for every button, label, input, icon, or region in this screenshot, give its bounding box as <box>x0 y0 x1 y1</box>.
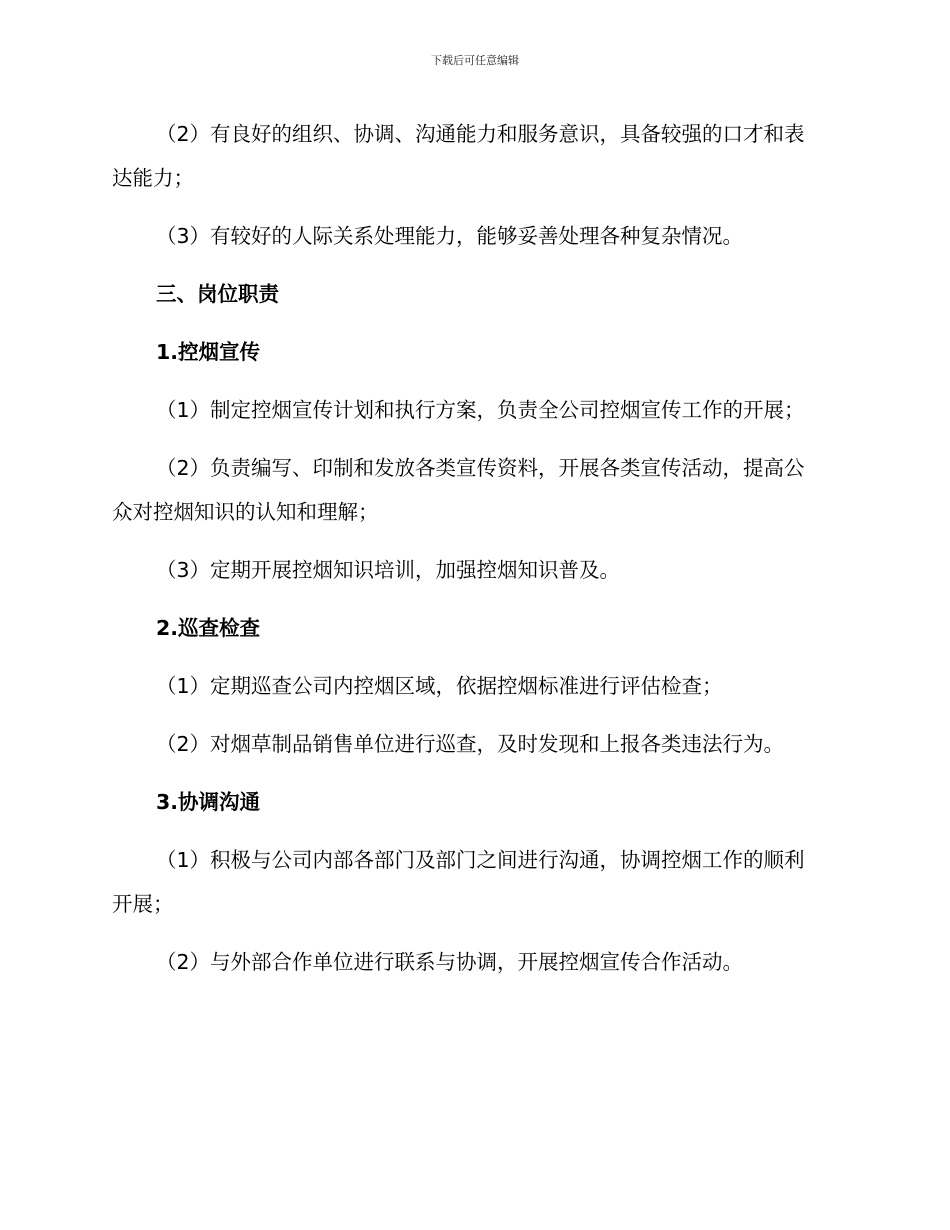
qualification-item-2: （2）有良好的组织、协调、沟通能力和服务意识，具备较强的口才和表达能力； <box>112 122 805 190</box>
inspection-item-1: （1）定期巡查公司内控烟区域，依据控烟标准进行评估检查； <box>156 674 723 698</box>
subheading-inspection: 2.巡查检查 <box>156 616 261 640</box>
coordination-item-1: （1）积极与公司内部各部门及部门之间进行沟通，协调控烟工作的顺利开展； <box>112 848 805 916</box>
publicity-item-1: （1）制定控烟宣传计划和执行方案，负责全公司控烟宣传工作的开展； <box>156 398 805 422</box>
subheading-coordination: 3.协调沟通 <box>156 790 261 814</box>
subheading-publicity: 1.控烟宣传 <box>156 340 261 364</box>
publicity-item-3: （3）定期开展控烟知识培训，加强控烟知识普及。 <box>156 558 621 582</box>
coordination-item-2: （2）与外部合作单位进行联系与协调，开展控烟宣传合作活动。 <box>156 950 744 974</box>
page-header: 下载后可任意编辑 <box>431 54 519 67</box>
section-heading-duties: 三、岗位职责 <box>156 282 279 306</box>
qualification-item-3: （3）有较好的人际关系处理能力，能够妥善处理各种复杂情况。 <box>156 224 744 248</box>
document-body <box>112 112 824 998</box>
publicity-item-2: （2）负责编写、印制和发放各类宣传资料，开展各类宣传活动，提高公众对控烟知识的认知和理解； <box>112 456 805 524</box>
inspection-item-2: （2）对烟草制品销售单位进行巡查，及时发现和上报各类违法行为。 <box>156 732 785 756</box>
